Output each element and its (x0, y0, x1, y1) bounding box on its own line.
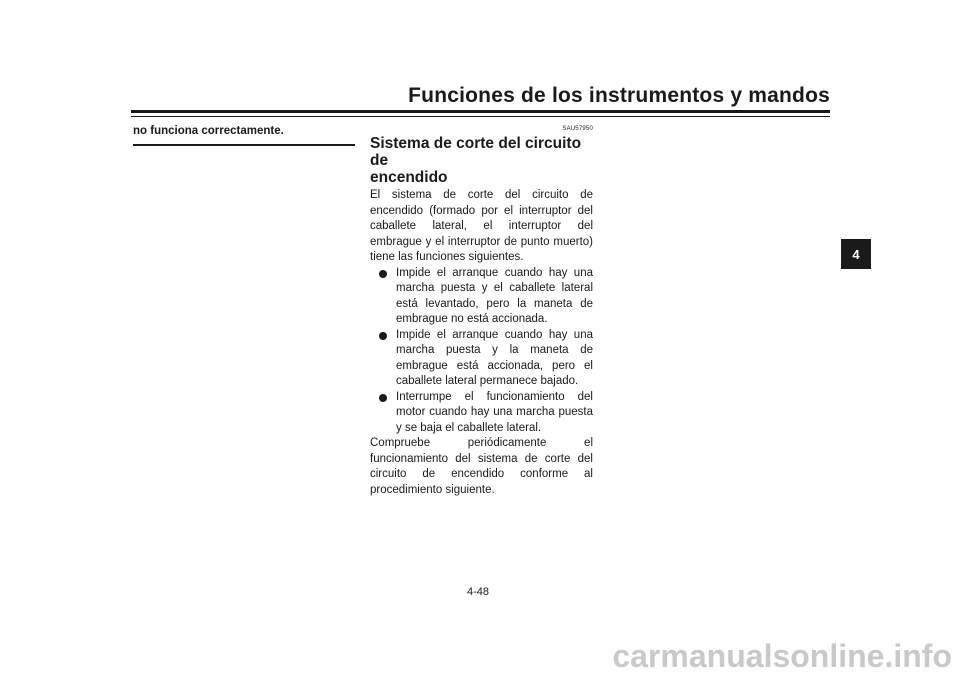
section-title-line1: Sistema de corte del circuito de (370, 135, 582, 169)
list-item-text: Interrumpe el funcionamiento del motor cuando hay una marcha puesta y se baja el caballete lateral. (396, 390, 593, 434)
left-column (133, 124, 355, 146)
watermark: carmanualsonline.info (612, 638, 952, 674)
page-number: 4-48 (467, 586, 490, 598)
bullet-icon (379, 394, 387, 402)
list-item-text: Impide el arranque cuando hay una marcha puesta y el caballete lateral está levantado, pero la maneta de embrague no está accionada. (396, 266, 593, 325)
intro-paragraph: El sistema de corte del circuito de encendido (formado por el interruptor del caballete lateral, el interruptor del embrague y el interruptor de punto muerto) tiene las funciones siguientes. (370, 189, 593, 263)
section-title (370, 135, 593, 186)
list-item (396, 390, 593, 437)
list-item (396, 328, 593, 390)
list-item-text: Impide el arranque cuando hay una marcha puesta y la maneta de embrague está accionada, pero el caballete lateral permanece bajado. (396, 328, 593, 387)
right-column (370, 125, 593, 498)
section-title-line2: encendido (370, 169, 448, 186)
chapter-tab: 4 (841, 239, 871, 269)
section-code: SAU57950 (562, 126, 593, 132)
bullet-icon (379, 270, 387, 278)
header-rule (131, 110, 830, 113)
left-column-rule (133, 144, 355, 146)
function-list (370, 266, 593, 437)
continued-text: no funciona correctamente. (133, 125, 284, 137)
closing-paragraph: Compruebe periódicamente el funcionamiento del sistema de corte del circuito de encendido conforme al procedimiento siguiente. (370, 437, 593, 496)
page-header-title: Funciones de los instrumentos y mandos (408, 84, 830, 107)
bullet-icon (379, 332, 387, 340)
list-item (396, 266, 593, 328)
header-rule-thin (131, 116, 830, 117)
